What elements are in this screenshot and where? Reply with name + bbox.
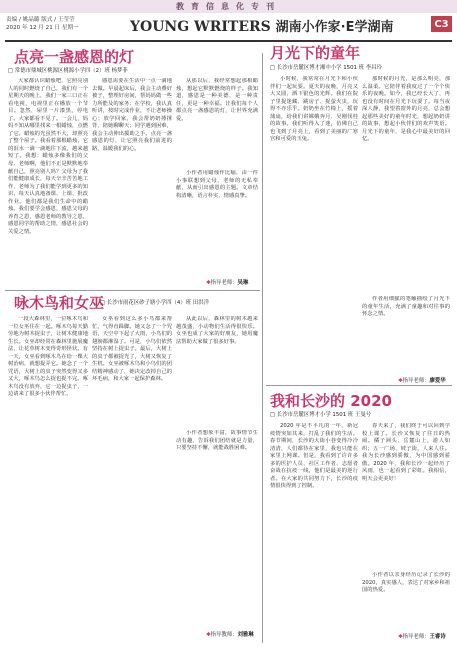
article1-title: 点亮一盏感恩的灯 [14,48,135,66]
article3-comment: 作者用细腻的笔触描绘了月光下的童年生活，充满了童趣和对往事的怀念之情。 [362,296,450,318]
brand [130,16,393,35]
article2-title: 咏木鸟和女巫 [14,294,105,312]
article2-col1: 一段大森林里，一位啄木鸟和一位女巫住在一起。啄木鸟每天勤劳地为树木捉虫子，让树木健康地生长。女巫却经常在森林里施展魔法，让花草树木变得奇形怪状。有一天，女巫看到啄木鸟在给一棵大树治病，就想捉弄它。她念了一个咒语，大树上的虫子突然变得又多又大，啄木鸟怎么捉也捉不完。啄木鸟没有放弃，它一边捉虫子，一边请来了很多小伙伴帮忙。 [8,316,88,398]
right-section-divider [266,385,452,386]
article1-col3: 从那以后，我经常想起那根蜡烛，想起它默默燃烧的样子。我知道，感恩是一种美德，是一种责任，更是一种幸福。让我们每个人都点亮一盏感恩的灯，让世界充满爱。 [176,78,258,122]
band-text: 教育信息化专刊 [176,2,281,11]
article4-col1: 2020 年是不平凡的一年，新冠疫情突如其来，打乱了我们的生活。春节期间，长沙的大街小巷变得冷冷清清，人们都待在家里，我也只能在家里上网课。但是，我看到了许许多多的医护人员、社区工作者、志愿者奋战在抗疫一线，他们是最美的逆行者。在大家的共同努力下，长沙的疫情很快得到了控制。 [270,423,358,490]
header-rule [5,40,452,42]
editor-line: 责编 / 姚晶璐 版式 / 王莹莹 [6,17,75,23]
article1-signature: ✱指导老师：吴琳 [206,280,249,286]
date-line: 2020 年 12 月 21 日 星期一 [6,24,79,31]
article1-byline: □ 常德市鼎城区桃源区桃源小学四（2）班 杨梦菲 [8,68,128,74]
brand-cn: 湖南小作家·E学湖南 [275,20,394,35]
top-band [0,0,457,13]
article3-col2: 那时候的月光，是那么明亮，那么温柔。它陪伴着我度过了一个个快乐的夜晚。如今，我已经长大了，再也没有时间在月光下玩耍了。每当夜深人静，我望着窗外的月亮，总会想起那些美好的童年时光，想起奶奶讲的故事，想起小伙伴们的欢声笑语。月光下的童年，是我心中最美好的回忆。 [362,76,450,143]
article3-col1: 小时候，我常常在月光下和小伙伴们一起玩耍。夏天的夜晚，月亮又大又圆，洒下银色的光辉。我们在院子里捉迷藏、跳房子、捉萤火虫，玩得不亦乐乎。奶奶坐在竹椅上，摇着蒲扇，给我们讲嫦娥奔月、吴刚伐桂的故事。我们听得入了迷，仿佛自己也飞到了月亮上，看到了美丽的广寒宫和可爱的玉兔。 [270,76,358,143]
page-number-badge: C3 [431,16,452,32]
article3-title: 月光下的童年 [270,44,361,62]
article4-comment: 小作者以亲身经历记录了长沙的 2020，真实感人，表达了对家乡和祖国的热爱。 [362,572,450,594]
page-header [0,14,457,40]
article2-comment: 小作者想象丰富，故事情节生动有趣，告诉我们团结就是力量，只要坚持不懈，就能战胜困难。 [176,430,258,452]
article4-title: 我和长沙的 2020 [270,392,392,410]
left-section-divider [5,290,260,291]
article2-signature: ✱指导教师：刘雅琳 [206,632,254,638]
header-meta [6,17,79,32]
article4-byline: □ 长沙市岳麓区博才小学 1501 班 王曼兮 [270,412,372,418]
article4-col2: 春天来了，我们终于可以回到学校上课了。长沙又恢复了往日的热闹。橘子洲头、岳麓山上，游人如织；五一广场、坡子街，人来人往。我为长沙感到骄傲，为中国感到骄傲。2020 年，我和长沙一起经历了风雨，也一起看到了彩虹。我相信，明天会更美好！ [362,423,450,482]
article4-signature: ✱指导老师：王睿诗 [398,634,446,640]
brand-en: YOUNG WRITERS [130,19,271,35]
article1-comment: 小作者用蜡烛作比喻，由一件小事联想到父母、老师的无私奉献，从而引出感恩的主题。文章结构清晰，语言朴实，情感真挚。 [176,170,258,199]
article3-byline: □ 长沙市岳麓区博才湘中小学 1501 班 李昌玲 [270,65,382,71]
article2-byline: □ 长沙市雨花区砂子塘小学四（4）班 田洪洋 [100,300,209,306]
column-divider [262,53,263,643]
article1-col2: 感恩需要在生活中一点一滴地去做。早晨起床后，我会主动叠好被子，整理好房间，帮妈妈做一些力所能及的家务；在学校，我认真听讲，按时完成作业，不让老师操心；放学回家，我会帮奶奶捶捶背，陪她聊聊天；同学遇到困难，我会主动伸出援助之手。点亮一盏感恩的灯，让它照亮我们前进的路，温暖我们的心。 [92,78,172,152]
article3-signature: ✱指导老师：廖爱华 [398,378,446,384]
article1-col1: 大家都认识蜡烛吧，它照亮别人的同时燃烧了自己，我们有一个星期天的晚上，我们一家三口正在看电视，电视里正在播放一个节目。忽然，屋里一片漆黑，停电了。大家都看不见了。一会儿，妈妈不知从哪里找来一根蜡烛，点燃了它。蜡烛的光虽然不大，却照亮了整个屋子。我看着那根蜡烛，它的泪水一滴一滴地往下流，越来越短了。我想：蜡烛多像我们的父母、老师啊，他们不正是默默地奉献自己，照亮别人吗？父母为了我们能健康成长，每天辛辛苦苦地工作，老师为了我们能学到更多的知识，每天认真地备课、上课、批改作业。他们都是我们生命中的蜡烛。我们要学会感恩，感恩父母的养育之恩，感恩老师的教导之恩，感恩同学的帮助之情，感恩社会的关爱之情。 [8,78,88,235]
article2-col2: 女巫看到这么多小鸟都来帮忙，气得直跺脚。她又念了一个咒语，天空中下起了大雨，小鸟们的翅膀都淋湿了。可是，小鸟们依然坚持在树上捉虫子。最后，大树上的虫子都被捉光了，大树又恢复了生机。女巫被啄木鸟和小鸟们的团结精神感动了，她决定改掉自己的坏毛病，和大家一起保护森林。 [92,316,172,383]
article2-col3: 从此以后，森林里的树木越来越茂盛，小动物们生活得很快乐。女巫也成了大家的好朋友，她用魔法帮助大家做了很多好事。 [176,316,258,345]
